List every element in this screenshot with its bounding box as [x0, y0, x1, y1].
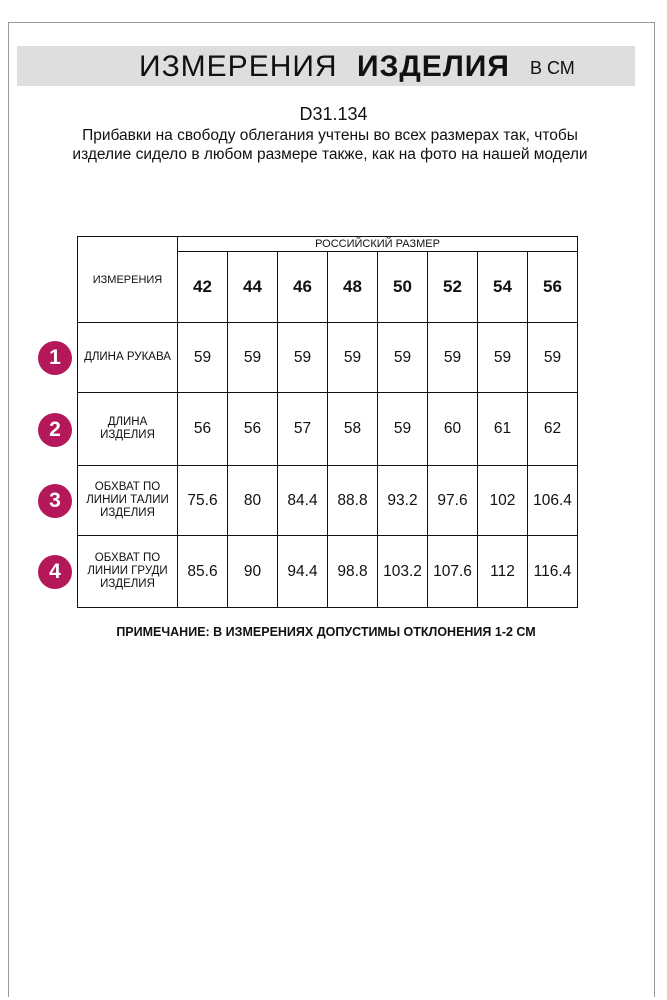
value-cell: 59: [328, 323, 378, 393]
value-cell: 60: [428, 393, 478, 466]
size-system-header: РОССИЙСКИЙ РАЗМЕР: [178, 237, 578, 252]
measurement-label: ОБХВАТ ПО ЛИНИИ ТАЛИИ ИЗДЕЛИЯ: [78, 466, 178, 536]
value-cell: 59: [478, 323, 528, 393]
value-cell: 107.6: [428, 536, 478, 608]
value-cell: 59: [378, 323, 428, 393]
value-cell: 59: [378, 393, 428, 466]
value-cell: 98.8: [328, 536, 378, 608]
tolerance-note: ПРИМЕЧАНИЕ: В ИЗМЕРЕНИЯХ ДОПУСТИМЫ ОТКЛОНЕНИЯ 1-2 СМ: [116, 625, 536, 639]
value-cell: 57: [278, 393, 328, 466]
size-table: [77, 236, 578, 608]
value-cell: 80: [228, 466, 278, 536]
value-cell: 88.8: [328, 466, 378, 536]
product-code: D31.134: [299, 104, 368, 124]
size-header: 48: [328, 252, 378, 323]
value-cell: 59: [528, 323, 578, 393]
value-cell: 56: [228, 393, 278, 466]
measurement-label: ОБХВАТ ПО ЛИНИИ ГРУДИ ИЗДЕЛИЯ: [78, 536, 178, 608]
value-cell: 97.6: [428, 466, 478, 536]
value-cell: 59: [278, 323, 328, 393]
size-header: 46: [278, 252, 328, 323]
size-header: 50: [378, 252, 428, 323]
value-cell: 62: [528, 393, 578, 466]
value-cell: 93.2: [378, 466, 428, 536]
value-cell: 84.4: [278, 466, 328, 536]
size-header: 44: [228, 252, 278, 323]
measurement-label: ДЛИНА ИЗДЕЛИЯ: [78, 393, 178, 466]
value-cell: 103.2: [378, 536, 428, 608]
table-row: [78, 393, 578, 466]
table-row: [78, 536, 578, 608]
measurement-label: ДЛИНА РУКАВА: [78, 323, 178, 393]
size-header: 42: [178, 252, 228, 323]
row-number-badge-4: 4: [38, 555, 72, 589]
value-cell: 59: [428, 323, 478, 393]
value-cell: 90: [228, 536, 278, 608]
size-header: 56: [528, 252, 578, 323]
table-row: [78, 323, 578, 393]
row-number-badge-2: 2: [38, 413, 72, 447]
size-header: 52: [428, 252, 478, 323]
title-measurements: ИЗМЕРЕНИЯ: [139, 50, 338, 83]
table-row: [78, 466, 578, 536]
value-cell: 85.6: [178, 536, 228, 608]
row-number-badge-1: 1: [38, 341, 72, 375]
value-cell: 58: [328, 393, 378, 466]
table-header-row: [78, 237, 578, 252]
title-unit: В СМ: [530, 58, 575, 78]
measurements-header: ИЗМЕРЕНИЯ: [78, 237, 178, 323]
value-cell: 61: [478, 393, 528, 466]
row-number-badge-3: 3: [38, 484, 72, 518]
value-cell: 116.4: [528, 536, 578, 608]
value-cell: 59: [228, 323, 278, 393]
value-cell: 56: [178, 393, 228, 466]
value-cell: 112: [478, 536, 528, 608]
value-cell: 106.4: [528, 466, 578, 536]
value-cell: 59: [178, 323, 228, 393]
value-cell: 94.4: [278, 536, 328, 608]
fit-description: Прибавки на свободу облегания учтены во всех размерах так, чтобы изделие сидело в любом размере также, как на фото на нашей модели: [72, 127, 588, 163]
title-item: ИЗДЕЛИЯ: [357, 50, 510, 83]
value-cell: 102: [478, 466, 528, 536]
value-cell: 75.6: [178, 466, 228, 536]
size-header: 54: [478, 252, 528, 323]
